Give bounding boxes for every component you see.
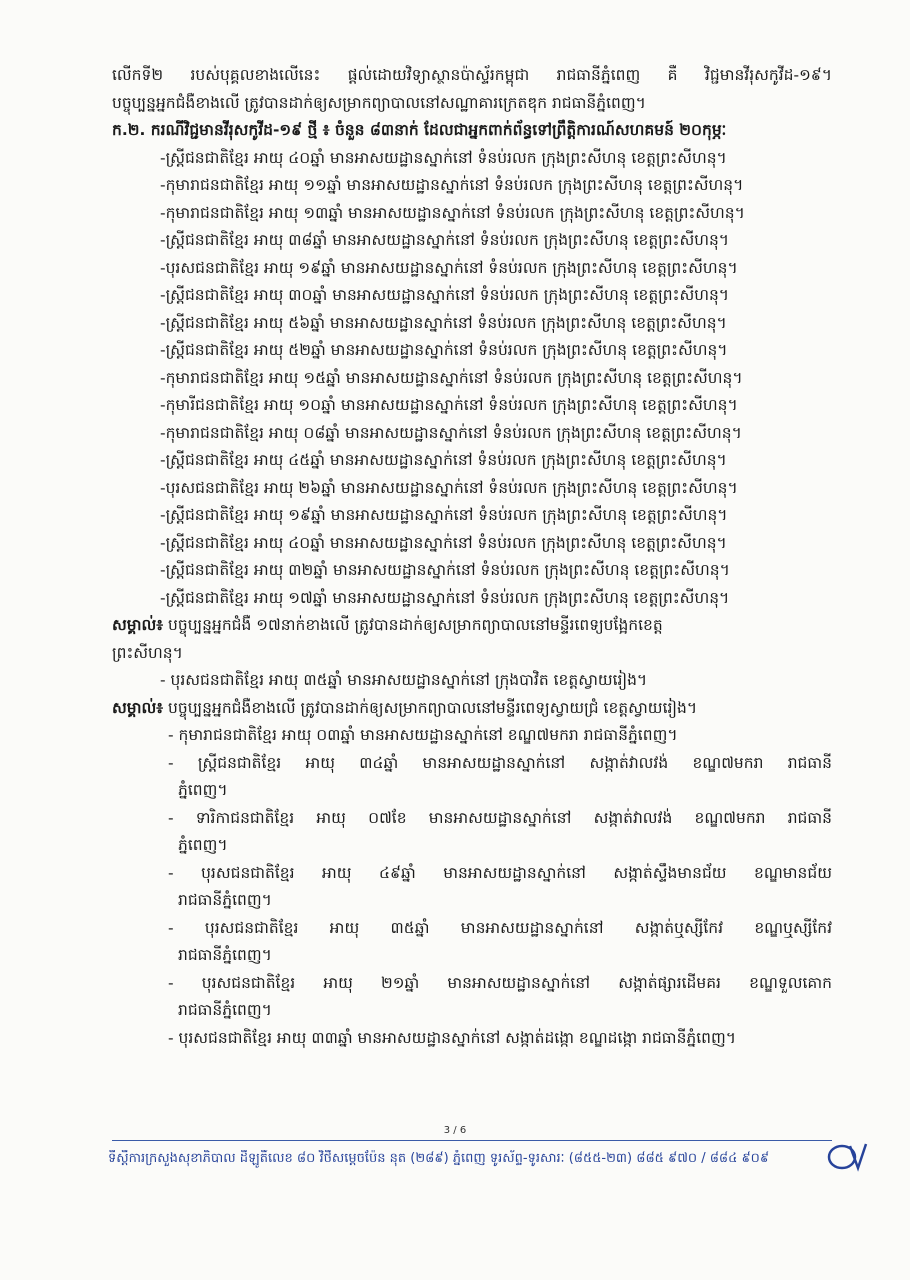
- intro-line-2: បច្ចុប្បន្នអ្នកជំងឺខាងលើ ត្រូវបានដាក់ឲ្យសម្រាកព្យាបាលនៅសណ្ឋាគារក្រេតឌុក រាជធានីភ្នំពេញ។: [112, 93, 646, 112]
- case-item: -កុមារីជនជាតិខ្មែរ អាយុ ១០ឆ្នាំ មានអាសយដ្ឋានស្នាក់នៅ ទំនប់រលក ក្រុងព្រះសីហនុ ខេត្តព្រះសីហនុ។: [160, 396, 738, 414]
- footer-address: ទីស្តីការក្រសួងសុខាភិបាល ដីឡូតិ៍លេខ ៨០ វិថីសម្តេចប៉ែន នុត (២៨៩) ភ្នំពេញ ទូរស័ព្ទ-ទូរសារៈ (៨៥៥-២៣) ៨៨៥ ៩៧០ / ៨៨៤ ៩០៩: [108, 1151, 770, 1166]
- sihanouk-case-list: [112, 145, 832, 613]
- case-item: -ស្ត្រីជនជាតិខ្មែរ អាយុ ៣២ឆ្នាំ មានអាសយដ្ឋានស្នាក់នៅ ទំនប់រលក ក្រុងព្រះសីហនុ ខេត្តព្រះសីហនុ។: [160, 561, 730, 579]
- case-item: - បុរសជនជាតិខ្មែរ អាយុ ៣៥ឆ្នាំ មានអាសយដ្ឋានស្នាក់នៅ សង្កាត់ឬស្សីកែវ ខណ្ឌឬស្សីកែវ: [168, 918, 832, 937]
- case-item: -កុមារាជនជាតិខ្មែរ អាយុ ០៨ឆ្នាំ មានអាសយដ្ឋានស្នាក់នៅ ទំនប់រលក ក្រុងព្រះសីហនុ ខេត្តព្រះសីហនុ។: [160, 423, 742, 442]
- case-item: -ស្ត្រីជនជាតិខ្មែរ អាយុ ១៧ឆ្នាំ មានអាសយដ្ឋានស្នាក់នៅ ទំនប់រលក ក្រុងព្រះសីហនុ ខេត្តព្រះសីហនុ។: [160, 588, 730, 607]
- note-2: [112, 695, 832, 723]
- note-1: [112, 612, 832, 640]
- case-item: -ស្ត្រីជនជាតិខ្មែរ អាយុ ៣០ឆ្នាំ មានអាសយដ្ឋានស្នាក់នៅ ទំនប់រលក ក្រុងព្រះសីហនុ ខេត្តព្រះសីហនុ។: [160, 286, 730, 304]
- note-2-label: សម្គាល់៖: [112, 698, 164, 717]
- case-item: -ស្ត្រីជនជាតិខ្មែរ អាយុ ៥៦ឆ្នាំ មានអាសយដ្ឋានស្នាក់នៅ ទំនប់រលក ក្រុងព្រះសីហនុ ខេត្តព្រះសីហនុ។: [160, 313, 727, 332]
- case-item-continuation: រាជធានីភ្នំពេញ។: [178, 946, 272, 964]
- note-1-text: បច្ចុប្បន្នអ្នកជំងឺ ១៧នាក់ខាងលើ ត្រូវបានដាក់ឲ្យសម្រាកព្យាបាលនៅមន្ទីរពេទ្យបង្អែកខេត្ត: [168, 616, 663, 634]
- case-item-continuation: ភ្នំពេញ។: [178, 836, 228, 854]
- phnom-penh-case-list: [112, 722, 832, 1052]
- case-item: -កុមារាជនជាតិខ្មែរ អាយុ ១១ឆ្នាំ មានអាសយដ្ឋានស្នាក់នៅ ទំនប់រលក ក្រុងព្រះសីហនុ ខេត្តព្រះសីហនុ។: [160, 176, 744, 194]
- note-2-text: បច្ចុប្បន្នអ្នកជំងឺខាងលើ ត្រូវបានដាក់ឲ្យសម្រាកព្យាបាលនៅមន្ទីរពេទ្យស្វាយជ្រំ ខេត្តស្វាយរៀង។: [168, 698, 698, 717]
- note-1-label: សម្គាល់៖: [112, 616, 164, 634]
- footer-divider: [112, 1140, 832, 1141]
- case-item: -បុរសជនជាតិខ្មែរ អាយុ ១៩ឆ្នាំ មានអាសយដ្ឋានស្នាក់នៅ ទំនប់រលក ក្រុងព្រះសីហនុ ខេត្តព្រះសីហនុ។: [160, 258, 738, 277]
- case-item: -ស្ត្រីជនជាតិខ្មែរ អាយុ ១៩ឆ្នាំ មានអាសយដ្ឋានស្នាក់នៅ ទំនប់រលក ក្រុងព្រះសីហនុ ខេត្តព្រះសីហនុ។: [160, 506, 728, 524]
- case-item: -ស្ត្រីជនជាតិខ្មែរ អាយុ ៤៥ឆ្នាំ មានអាសយដ្ឋានស្នាក់នៅ ទំនប់រលក ក្រុងព្រះសីហនុ ខេត្តព្រះសីហនុ។: [160, 451, 727, 469]
- case-item-continuation: រាជធានីភ្នំពេញ។: [178, 891, 272, 909]
- document-body: [112, 62, 832, 1052]
- page-number: 3 / 6: [443, 1125, 467, 1136]
- case-item-continuation: ភ្នំពេញ។: [178, 781, 228, 799]
- case-item: - បុរសជនជាតិខ្មែរ អាយុ ២១ឆ្នាំ មានអាសយដ្ឋានស្នាក់នៅ សង្កាត់ផ្សារដើមគរ ខណ្ឌទួលគោក: [168, 973, 832, 992]
- svay-rieng-case: - បុរសជនជាតិខ្មែរ អាយុ ៣៥ឆ្នាំ មានអាសយដ្ឋានស្នាក់នៅ ក្រុងបាវិត ខេត្តស្វាយរៀង។: [160, 671, 648, 689]
- intro-line-1: លើកទី២ របស់បុគ្គលខាងលើនេះ ផ្តល់ដោយវិទ្យាស្ថានប៉ាស្ទ័រកម្ពុជា រាជធានីភ្នំពេញ គឺ វិជ្ជមានវីរុសកូវីដ-១៩។: [112, 66, 832, 84]
- case-item: -ស្ត្រីជនជាតិខ្មែរ អាយុ ៣៨ឆ្នាំ មានអាសយដ្ឋានស្នាក់នៅ ទំនប់រលក ក្រុងព្រះសីហនុ ខេត្តព្រះសីហនុ។: [160, 231, 730, 249]
- case-item: - ទារិកាជនជាតិខ្មែរ អាយុ ០៧ខែ មានអាសយដ្ឋានស្នាក់នៅ សង្កាត់វាលវង់ ខណ្ឌ៧មករា រាជធានី: [168, 808, 832, 827]
- case-item: - បុរសជនជាតិខ្មែរ អាយុ ៤៩ឆ្នាំ មានអាសយដ្ឋានស្នាក់នៅ សង្កាត់ស្ទឹងមានជ័យ ខណ្ឌមានជ័យ: [168, 863, 832, 882]
- case-item: -ស្ត្រីជនជាតិខ្មែរ អាយុ ៥២ឆ្នាំ មានអាសយដ្ឋានស្នាក់នៅ ទំនប់រលក ក្រុងព្រះសីហនុ ខេត្តព្រះសីហនុ។: [160, 341, 728, 359]
- case-item: -កុមារាជនជាតិខ្មែរ អាយុ ១៣ឆ្នាំ មានអាសយដ្ឋានស្នាក់នៅ ទំនប់រលក ក្រុងព្រះសីហនុ ខេត្តព្រះសីហនុ។: [160, 203, 745, 222]
- case-item: -ស្ត្រីជនជាតិខ្មែរ អាយុ ៤០ឆ្នាំ មានអាសយដ្ឋានស្នាក់នៅ ទំនប់រលក ក្រុងព្រះសីហនុ ខេត្តព្រះសីហនុ។: [160, 533, 727, 552]
- case-item: - ស្ត្រីជនជាតិខ្មែរ អាយុ ៣៤ឆ្នាំ មានអាសយដ្ឋានស្នាក់នៅ សង្កាត់វាលវង់ ខណ្ឌ៧មករា រាជធានី: [168, 753, 832, 772]
- note-1-continuation: ព្រះសីហនុ។: [112, 643, 183, 662]
- case-item: - កុមារាជនជាតិខ្មែរ អាយុ ០៣ឆ្នាំ មានអាសយដ្ឋានស្នាក់នៅ ខណ្ឌ៧មករា រាជធានីភ្នំពេញ។: [168, 726, 678, 744]
- case-item: -កុមារាជនជាតិខ្មែរ អាយុ ១៥ឆ្នាំ មានអាសយដ្ឋានស្នាក់នៅ ទំនប់រលក ក្រុងព្រះសីហនុ ខេត្តព្រះសីហនុ។: [160, 368, 743, 387]
- case-item: - បុរសជនជាតិខ្មែរ អាយុ ៣៣ឆ្នាំ មានអាសយដ្ឋានស្នាក់នៅ សង្កាត់ដង្កោ ខណ្ឌដង្កោ រាជធានីភ្នំពេញ។: [168, 1028, 736, 1047]
- ministry-logo-icon: [822, 1140, 870, 1172]
- case-item: -បុរសជនជាតិខ្មែរ អាយុ ២៦ឆ្នាំ មានអាសយដ្ឋានស្នាក់នៅ ទំនប់រលក ក្រុងព្រះសីហនុ ខេត្តព្រះសីហនុ។: [160, 478, 738, 497]
- case-item-continuation: រាជធានីភ្នំពេញ។: [178, 1001, 272, 1019]
- section-heading: ក.២. ករណីវិជ្ជមានវីរុសកូវីដ-១៩ ថ្មី ៖ ចំនួន ៨៣នាក់ ដែលជាអ្នកពាក់ព័ន្ធទៅព្រឹត្តិការណ៍សហគមន៍ ២០កុម្ភៈ: [112, 121, 727, 139]
- case-item: -ស្ត្រីជនជាតិខ្មែរ អាយុ ៤០ឆ្នាំ មានអាសយដ្ឋានស្នាក់នៅ ទំនប់រលក ក្រុងព្រះសីហនុ ខេត្តព្រះសីហនុ។: [160, 148, 727, 167]
